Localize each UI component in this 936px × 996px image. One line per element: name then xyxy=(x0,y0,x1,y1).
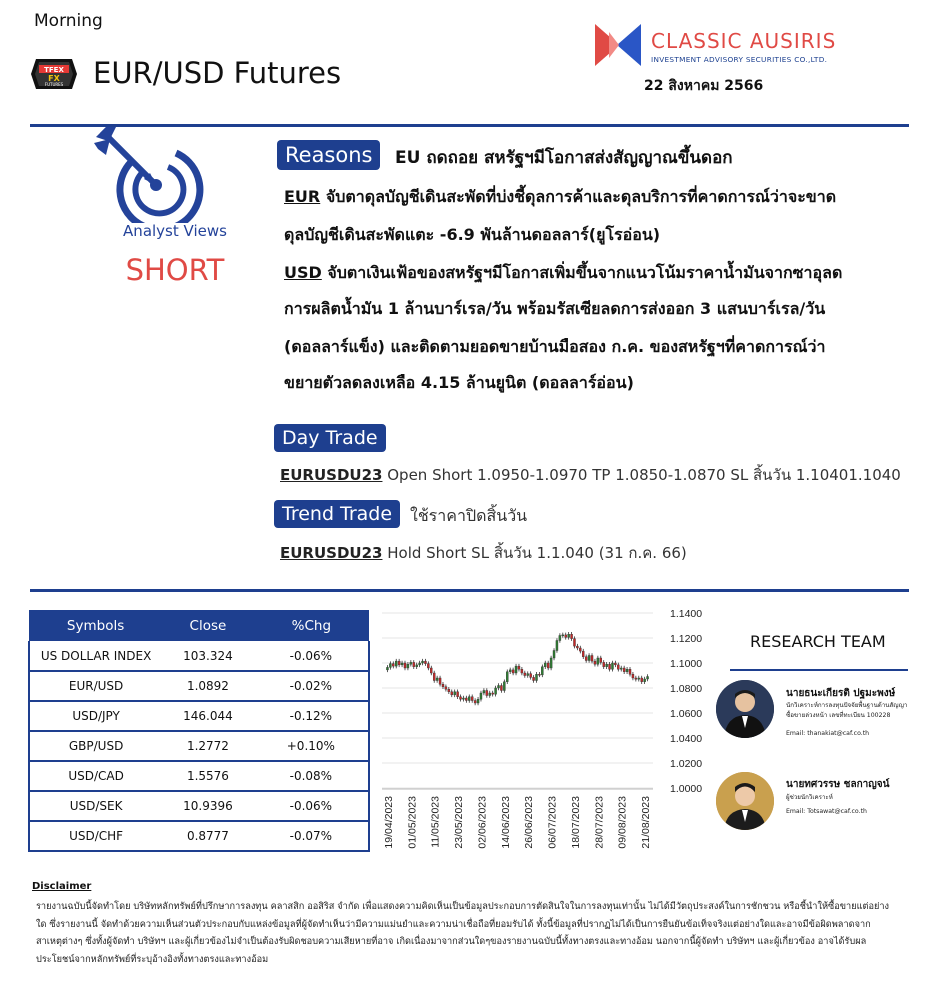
table-header-row xyxy=(29,610,369,641)
candle-body xyxy=(635,678,637,679)
trend-trade-detail: Hold Short SL สิ้นวัน 1.1.040 (31 ก.ค. 66) xyxy=(382,544,687,562)
candle-body xyxy=(591,656,593,662)
candle-body xyxy=(647,677,649,680)
candle-body xyxy=(465,698,467,701)
candle-body xyxy=(503,682,505,691)
usd-reason-line-4: ขยายตัวลดลงเหลือ 4.15 ล้านยูนิต (ดอลลาร์อ่อน) xyxy=(284,373,634,392)
cell-chg: -0.02% xyxy=(254,671,369,701)
candle-body xyxy=(454,692,456,695)
x-tick-label: 06/07/2023 xyxy=(546,796,559,849)
candle-body xyxy=(439,678,441,684)
candle-body xyxy=(527,674,529,676)
table-row xyxy=(29,821,369,851)
usd-reason-line-2: การผลิตน้ำมัน 1 ล้านบาร์เรล/วัน พร้อมรัสเซียลดการส่งออก 3 แสนบาร์เรล/วัน xyxy=(284,299,826,318)
candle-body xyxy=(594,661,596,664)
avatar xyxy=(716,680,774,738)
disclaimer-text: รายงานฉบับนี้จัดทำโดย บริษัทหลักทรัพย์ที่ปรึกษาการลงทุน คลาสสิก ออสิริส จำกัด เพื่อแสดงความคิดเห็นเป็นข้อมูลประกอบการตัดสินใจในการลงทุนเท่านั้น ไม่ได้มีวัตถุประสงค์ในการชักชวน หรือชี้นำให้ซื้อขายแต่อย่างใด ซึ่งรายงานนี้ จัดทำด้วยความเห็นส่วนตัวประกอบกับแหล่งข้อมูลที่ผู้จัดทำเห็นว่ามีความแม่นยำและความน่าเชื่อถือที่ยอมรับได้ ทั้งนี้ข้อมูลที่ปรากฏไม่ได้เป็นการยืนยันข้อเท็จจริงแต่อย่างใดและอาจมีข้อผิดพลาดจากสาเหตุต่างๆ ซึ่งทั้งผู้จัดทำ บริษัทฯ และผู้เกี่ยวข้องไม่จำเป็นต้องรับผิดชอบความเสียหายที่อาจ เกิดเนื่องมาจากส่วนใดๆของรายงานฉบับนี้ทั้งทางตรงและทางอ้อม นอกจากนี้ผู้จัดทำ บริษัทฯ และผู้เกี่ยวข้อง อาจได้รับผลประโยชน์จากหลักทรัพย์ที่ระบุอ้างอิงทั้งทางตรงและทางอ้อม xyxy=(36,901,890,965)
table-row xyxy=(29,641,369,671)
candle-body xyxy=(509,670,511,672)
candle-body xyxy=(433,673,435,681)
x-tick-label: 21/08/2023 xyxy=(640,796,652,849)
table-row xyxy=(29,791,369,821)
day-trade-badge: Day Trade xyxy=(274,424,386,452)
x-tick-label: 09/08/2023 xyxy=(616,796,629,849)
cell-chg: -0.08% xyxy=(254,761,369,791)
member-2-role: ผู้ช่วยนักวิเคราะห์ xyxy=(786,794,833,801)
candle-body xyxy=(413,662,415,666)
cell-symbol: GBP/USD xyxy=(29,731,162,761)
y-tick-label: 1.0200 xyxy=(670,758,703,770)
trend-trade-badge: Trend Trade xyxy=(274,500,400,528)
candle-body xyxy=(562,635,564,636)
usd-tag: USD xyxy=(284,263,322,282)
candle-body xyxy=(451,692,453,695)
candle-body xyxy=(600,658,602,662)
y-tick-label: 1.0400 xyxy=(670,733,703,745)
avatar xyxy=(716,772,774,830)
cell-chg: -0.07% xyxy=(254,821,369,851)
candle-body xyxy=(530,674,532,678)
candle-body xyxy=(623,668,625,672)
candle-body xyxy=(457,692,459,697)
day-trade-line xyxy=(280,463,901,487)
y-tick-label: 1.0600 xyxy=(670,708,703,720)
y-tick-label: 1.0000 xyxy=(670,783,703,795)
x-tick-label: 14/06/2023 xyxy=(499,796,512,849)
candle-body xyxy=(573,639,575,647)
cell-chg: -0.12% xyxy=(254,701,369,731)
reasons-badge: Reasons xyxy=(277,140,380,170)
member-2-email: Email: Totsawat@caf.co.th xyxy=(786,808,867,815)
reasons-headline: EU ถดถอย สหรัฐฯมีโอกาสส่งสัญญาณขึ้นดอก xyxy=(395,148,733,168)
cell-close: 0.8777 xyxy=(162,821,254,851)
candle-body xyxy=(547,663,549,668)
eur-reason-text-1: จับตาดุลบัญชีเดินสะพัดที่บ่งชี้ดุลการค้าและดุลบริการที่คาดการณ์ว่าจะขาด xyxy=(320,187,837,206)
table-row xyxy=(29,731,369,761)
member-1-role: นักวิเคราะห์การลงทุนปัจจัยพื้นฐานด้านสัญญาซื้อขายล่วงหน้า เลขที่ทะเบียน 100228 xyxy=(786,702,908,719)
usd-reason-line-1 xyxy=(284,256,842,290)
candle-body xyxy=(512,670,514,673)
candle-body xyxy=(500,686,502,691)
candle-body xyxy=(524,673,526,676)
svg-text:FUTURES: FUTURES xyxy=(44,82,64,87)
candle-body xyxy=(565,635,567,638)
candle-body xyxy=(471,697,473,701)
candle-body xyxy=(436,678,438,681)
cell-symbol: EUR/USD xyxy=(29,671,162,701)
candle-body xyxy=(606,664,608,667)
cell-symbol: USD/CAD xyxy=(29,761,162,791)
x-tick-label: 18/07/2023 xyxy=(569,796,582,849)
x-tick-label: 11/05/2023 xyxy=(429,796,442,848)
candle-body xyxy=(486,691,488,696)
company-name: CLASSIC AUSIRIS xyxy=(651,29,837,53)
y-tick-label: 1.0800 xyxy=(670,683,703,695)
candle-body xyxy=(492,693,494,694)
candle-body xyxy=(541,667,543,675)
table-row xyxy=(29,671,369,701)
candle-body xyxy=(568,634,570,637)
cell-close: 1.5576 xyxy=(162,761,254,791)
candle-body xyxy=(495,688,497,694)
candle-body xyxy=(430,668,432,673)
candle-body xyxy=(474,701,476,704)
candle-body xyxy=(585,657,587,661)
divider-middle xyxy=(30,589,909,592)
candle-body xyxy=(489,693,491,696)
candle-body xyxy=(571,634,573,638)
candle-body xyxy=(462,698,464,699)
member-1-email: Email: thanakiat@caf.co.th xyxy=(786,730,870,737)
chart-svg xyxy=(378,603,708,865)
trend-trade-line xyxy=(280,541,687,565)
research-team-divider xyxy=(730,669,908,671)
x-tick-label: 01/05/2023 xyxy=(406,796,419,849)
research-team-title: RESEARCH TEAM xyxy=(750,632,886,651)
cell-chg: +0.10% xyxy=(254,731,369,761)
market-table xyxy=(28,610,370,852)
cell-close: 146.044 xyxy=(162,701,254,731)
candle-body xyxy=(617,665,619,669)
eur-reason-line-2: ดุลบัญชีเดินสะพัดแตะ -6.9 พันล้านดอลลาร์(ยูโรอ่อน) xyxy=(284,225,661,244)
candle-body xyxy=(419,663,421,665)
y-tick-label: 1.1200 xyxy=(670,633,703,645)
trend-trade-symbol: EURUSDU23 xyxy=(280,544,383,562)
usd-reason-text-1: จับตาเงินเฟ้อของสหรัฐฯมีโอกาสเพิ่มขึ้นจากแนวโน้มราคาน้ำมันจากซาอุลด xyxy=(321,263,843,282)
cell-chg: -0.06% xyxy=(254,641,369,671)
candle-body xyxy=(620,668,622,669)
table-row xyxy=(29,701,369,731)
usd-reason-line-3: (ดอลลาร์แข็ง) และติดตามยอดขายบ้านมือสอง ก.ค. ของสหรัฐฯที่คาดการณ์ว่า xyxy=(284,337,826,356)
candle-body xyxy=(416,665,418,667)
eur-reason-line-1 xyxy=(284,180,836,214)
candle-body xyxy=(638,678,640,679)
candle-body xyxy=(603,662,605,666)
cell-close: 1.0892 xyxy=(162,671,254,701)
x-tick-label: 28/07/2023 xyxy=(593,796,606,849)
y-tick-label: 1.1000 xyxy=(670,658,703,670)
candle-body xyxy=(407,664,409,668)
candle-body xyxy=(535,674,537,680)
candle-body xyxy=(401,663,403,665)
x-tick-label: 23/05/2023 xyxy=(453,796,466,849)
analyst-views-label: Analyst Views xyxy=(123,222,227,240)
edition-label: Morning xyxy=(34,11,103,31)
candle-body xyxy=(609,664,611,669)
day-trade-detail: Open Short 1.0950-1.0970 TP 1.0850-1.0870 SL สิ้นวัน 1.10401.1040 xyxy=(382,466,901,484)
candle-body xyxy=(533,677,535,680)
candle-body xyxy=(480,693,482,699)
tfex-logo xyxy=(30,57,78,91)
candle-body xyxy=(611,663,613,669)
candle-body xyxy=(556,641,558,651)
candle-body xyxy=(641,678,643,682)
table-row xyxy=(29,761,369,791)
candle-body xyxy=(404,663,406,668)
candle-body xyxy=(521,669,523,673)
candle-body xyxy=(395,661,397,666)
candle-body xyxy=(626,669,628,672)
cell-close: 10.9396 xyxy=(162,791,254,821)
candle-body xyxy=(422,661,424,663)
candle-body xyxy=(550,658,552,668)
candle-body xyxy=(427,664,429,668)
col-header-close: Close xyxy=(162,610,254,641)
page-title: EUR/USD Futures xyxy=(93,56,342,90)
candle-body xyxy=(515,666,517,673)
candle-body xyxy=(410,662,412,664)
candle-body xyxy=(459,697,461,700)
candle-body xyxy=(579,648,581,651)
candle-body xyxy=(538,674,540,675)
candle-body xyxy=(644,679,646,682)
svg-text:TFEX: TFEX xyxy=(44,66,64,74)
cell-close: 1.2772 xyxy=(162,731,254,761)
analyst-view-short: SHORT xyxy=(125,253,225,287)
eurusd-price-chart xyxy=(378,603,708,865)
candle-body xyxy=(629,669,631,674)
candle-body xyxy=(389,664,391,668)
col-header-chg: %Chg xyxy=(254,610,369,641)
x-tick-label: 19/04/2023 xyxy=(383,796,395,849)
candle-body xyxy=(576,646,578,648)
candle-body xyxy=(614,663,616,665)
svg-text:FX: FX xyxy=(48,74,60,83)
cell-symbol: USD/SEK xyxy=(29,791,162,821)
candle-body xyxy=(477,699,479,703)
member-2-name: นายทศวรรษ ชลกาญจน์ xyxy=(786,779,890,790)
candle-body xyxy=(424,661,426,664)
target-arrow-icon xyxy=(92,127,210,223)
candle-body xyxy=(445,687,447,690)
candle-body xyxy=(518,666,520,669)
candle-body xyxy=(448,689,450,692)
candle-body xyxy=(559,636,561,641)
col-header-symbols: Symbols xyxy=(29,610,162,641)
trend-trade-note: ใช้ราคาปิดสิ้นวัน xyxy=(410,506,528,525)
cell-symbol: USD/CHF xyxy=(29,821,162,851)
candle-body xyxy=(582,651,584,657)
candle-body xyxy=(553,651,555,659)
candle-body xyxy=(497,686,499,689)
cell-close: 103.324 xyxy=(162,641,254,671)
candle-body xyxy=(597,658,599,664)
candle-body xyxy=(386,667,388,670)
disclaimer-title: Disclaimer xyxy=(32,881,92,892)
member-1-name: นายธนะเกียรติ ปฐมะพงษ์ xyxy=(786,688,896,699)
cell-chg: -0.06% xyxy=(254,791,369,821)
company-subtitle: INVESTMENT ADVISORY SECURITIES CO.,LTD. xyxy=(651,55,828,64)
candle-body xyxy=(588,656,590,661)
y-tick-label: 1.1400 xyxy=(670,608,703,620)
day-trade-symbol: EURUSDU23 xyxy=(280,466,383,484)
candle-body xyxy=(544,663,546,667)
candle-body xyxy=(392,664,394,667)
candle-body xyxy=(483,691,485,694)
candle-body xyxy=(398,661,400,665)
report-date: 22 สิงหาคม 2566 xyxy=(644,78,764,94)
candle-body xyxy=(442,684,444,687)
cell-symbol: USD/JPY xyxy=(29,701,162,731)
company-logo-icon xyxy=(595,22,641,68)
candle-body xyxy=(632,674,634,678)
candle-body xyxy=(506,672,508,682)
candle-body xyxy=(468,697,470,701)
eur-tag: EUR xyxy=(284,187,321,206)
cell-symbol: US DOLLAR INDEX xyxy=(29,641,162,671)
x-tick-label: 26/06/2023 xyxy=(523,796,536,849)
x-tick-label: 02/06/2023 xyxy=(476,796,489,849)
